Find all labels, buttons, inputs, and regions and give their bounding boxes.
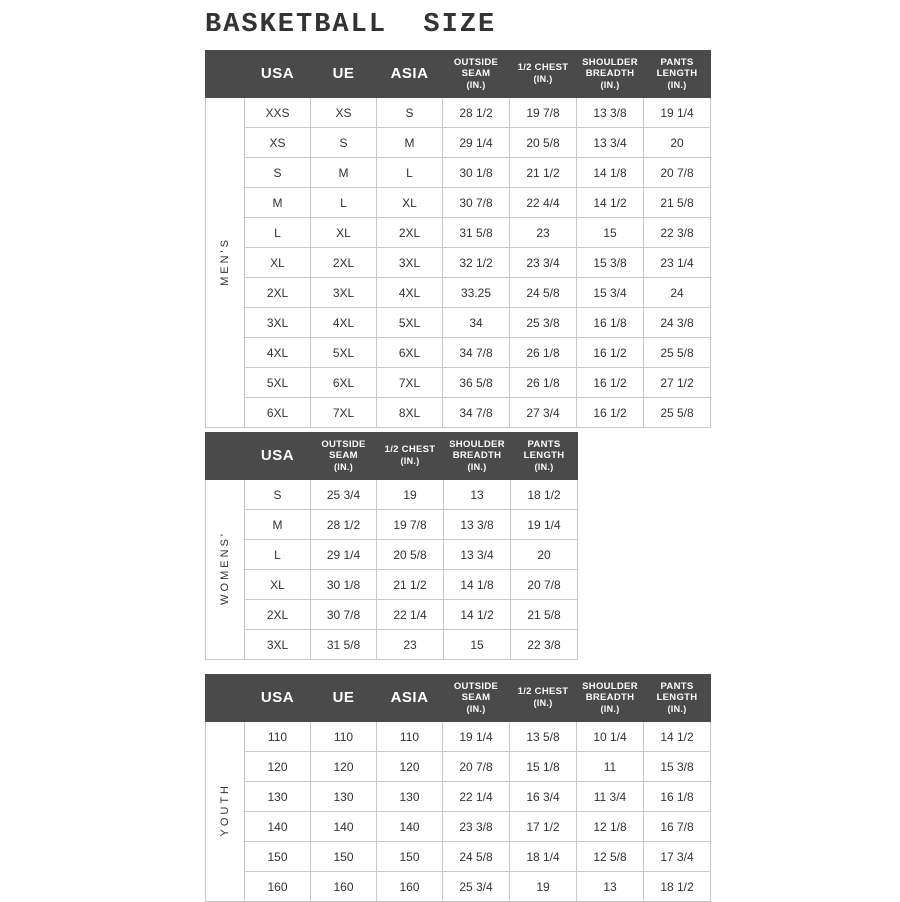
column-header-label: 1/2 CHEST [517, 62, 569, 74]
table-row [206, 158, 711, 188]
table-cell: 150 [311, 842, 377, 872]
table-cell: 14 1/2 [577, 188, 644, 218]
youth-table-head [206, 675, 711, 722]
table-cell: 22 4/4 [510, 188, 577, 218]
table-cell: 140 [311, 812, 377, 842]
table-cell: M [245, 510, 311, 540]
table-row [206, 188, 711, 218]
table-cell: 30 7/8 [443, 188, 510, 218]
table-row [206, 278, 711, 308]
table-cell: 31 5/8 [311, 630, 377, 660]
table-cell: M [311, 158, 377, 188]
table-cell: XS [311, 98, 377, 128]
table-cell: 22 1/4 [443, 782, 510, 812]
table-cell: 120 [377, 752, 443, 782]
column-header [443, 675, 510, 722]
table-cell: 13 [444, 480, 511, 510]
table-cell: 23 3/4 [510, 248, 577, 278]
table-cell: 17 1/2 [510, 812, 577, 842]
column-header [510, 675, 577, 722]
table-row [206, 782, 711, 812]
table-cell: 5XL [245, 368, 311, 398]
table-cell: 11 [577, 752, 644, 782]
table-cell: 4XL [245, 338, 311, 368]
table-cell: 13 3/8 [444, 510, 511, 540]
column-header-label: ASIA [390, 689, 429, 707]
table-row [206, 98, 711, 128]
table-cell: 25 5/8 [644, 398, 711, 428]
table-row [206, 872, 711, 902]
table-cell: 10 1/4 [577, 722, 644, 752]
table-cell: 14 1/8 [577, 158, 644, 188]
table-row [206, 218, 711, 248]
column-header-label: USA [260, 65, 295, 83]
table-cell: 110 [311, 722, 377, 752]
table-cell: 3XL [245, 308, 311, 338]
table-cell: 24 5/8 [510, 278, 577, 308]
table-cell: 11 3/4 [577, 782, 644, 812]
table-cell: 160 [245, 872, 311, 902]
table-cell: 30 1/8 [443, 158, 510, 188]
table-cell: 3XL [245, 630, 311, 660]
table-cell: L [377, 158, 443, 188]
table-cell: XXS [245, 98, 311, 128]
column-header-label: UE [332, 689, 355, 707]
table-cell: 18 1/2 [511, 480, 578, 510]
table-cell: 120 [245, 752, 311, 782]
table-cell: M [377, 128, 443, 158]
table-cell: 28 1/2 [311, 510, 377, 540]
womens-size-table [205, 432, 578, 660]
table-cell: L [311, 188, 377, 218]
table-cell: 26 1/8 [510, 368, 577, 398]
table-cell: 32 1/2 [443, 248, 510, 278]
table-cell: 17 3/4 [644, 842, 711, 872]
table-side-label-text: YOUTH [219, 783, 231, 837]
table-cell: XS [245, 128, 311, 158]
column-header-label: PANTS LENGTH [656, 56, 698, 79]
table-header-row [206, 433, 578, 480]
column-header [577, 51, 644, 98]
table-cell: 3XL [377, 248, 443, 278]
table-row [206, 812, 711, 842]
table-cell: 34 [443, 308, 510, 338]
table-row [206, 338, 711, 368]
page-title: BASKETBALL SIZE [205, 10, 497, 40]
column-header-label: UE [332, 65, 355, 83]
table-cell: 19 [510, 872, 577, 902]
mens-table-head [206, 51, 711, 98]
table-cell: 20 7/8 [443, 752, 510, 782]
table-cell: 12 5/8 [577, 842, 644, 872]
table-cell: 18 1/4 [510, 842, 577, 872]
column-header-label: SHOULDER BREADTH [582, 680, 638, 703]
table-cell: 29 1/4 [311, 540, 377, 570]
table-side-label-text: WOMENS' [219, 531, 231, 605]
table-cell: 110 [377, 722, 443, 752]
column-header [511, 433, 578, 480]
table-cell: 19 1/4 [511, 510, 578, 540]
table-cell: 16 1/8 [644, 782, 711, 812]
table-cell: 19 1/4 [644, 98, 711, 128]
column-header-unit: (IN.) [600, 79, 620, 90]
table-cell: L [245, 218, 311, 248]
table-cell: 25 3/4 [443, 872, 510, 902]
column-header-unit: (IN.) [466, 703, 486, 714]
youth-table-body [206, 722, 711, 902]
column-header-label: OUTSIDE SEAM [453, 680, 499, 703]
table-cell: 14 1/2 [444, 600, 511, 630]
table-row [206, 510, 578, 540]
column-header [245, 433, 311, 480]
column-header-label: USA [260, 689, 295, 707]
column-header [644, 51, 711, 98]
table-row [206, 540, 578, 570]
table-cell: 29 1/4 [443, 128, 510, 158]
table-side-label-text: MEN'S [219, 236, 231, 286]
table-cell: 15 3/8 [577, 248, 644, 278]
column-header-unit: (IN.) [533, 698, 553, 709]
column-header [377, 675, 443, 722]
column-header-unit: (IN.) [334, 461, 353, 472]
table-cell: 19 1/4 [443, 722, 510, 752]
table-cell: 23 1/4 [644, 248, 711, 278]
table-cell: 150 [377, 842, 443, 872]
table-cell: 6XL [245, 398, 311, 428]
column-header [577, 675, 644, 722]
table-cell: 20 [511, 540, 578, 570]
mens-table-body [206, 98, 711, 428]
table-cell: S [245, 480, 311, 510]
table-cell: 34 7/8 [443, 398, 510, 428]
table-cell: 21 1/2 [377, 570, 444, 600]
womens-table-head [206, 433, 578, 480]
table-row [206, 128, 711, 158]
column-header [245, 675, 311, 722]
table-cell: 5XL [377, 308, 443, 338]
table-cell: 22 3/8 [644, 218, 711, 248]
table-cell: 6XL [311, 368, 377, 398]
table-cell: 5XL [311, 338, 377, 368]
table-cell: 15 3/4 [577, 278, 644, 308]
table-row [206, 722, 711, 752]
table-cell: 4XL [377, 278, 443, 308]
table-row [206, 630, 578, 660]
table-cell: 21 5/8 [511, 600, 578, 630]
table-cell: 22 3/8 [511, 630, 578, 660]
column-header [311, 433, 377, 480]
table-cell: XL [377, 188, 443, 218]
table-cell: 36 5/8 [443, 368, 510, 398]
table-cell: 24 [644, 278, 711, 308]
column-header-label: 1/2 CHEST [517, 686, 569, 698]
table-cell: 2XL [245, 278, 311, 308]
table-cell: 15 3/8 [644, 752, 711, 782]
table-cell: L [245, 540, 311, 570]
column-header-unit: (IN.) [466, 79, 486, 90]
table-cell: 16 1/2 [577, 398, 644, 428]
table-cell: 30 1/8 [311, 570, 377, 600]
table-cell: 3XL [311, 278, 377, 308]
table-cell: 7XL [377, 368, 443, 398]
column-header-label: PANTS LENGTH [656, 680, 698, 703]
table-cell: 20 7/8 [511, 570, 578, 600]
table-cell: 16 1/2 [577, 368, 644, 398]
table-cell: 7XL [311, 398, 377, 428]
table-side-label [206, 98, 245, 428]
table-cell: S [245, 158, 311, 188]
table-cell: S [377, 98, 443, 128]
womens-table-body [206, 480, 578, 660]
table-cell: 2XL [377, 218, 443, 248]
table-cell: 16 7/8 [644, 812, 711, 842]
column-header-label: 1/2 CHEST [384, 444, 436, 456]
table-cell: 21 5/8 [644, 188, 711, 218]
table-cell: 140 [245, 812, 311, 842]
table-cell: 130 [377, 782, 443, 812]
table-cell: 34 7/8 [443, 338, 510, 368]
table-cell: 14 1/8 [444, 570, 511, 600]
table-corner-cell [206, 51, 245, 98]
table-cell: 27 3/4 [510, 398, 577, 428]
table-cell: 33.25 [443, 278, 510, 308]
womens-size-table-wrap [205, 432, 578, 660]
table-header-row [206, 51, 711, 98]
table-row [206, 570, 578, 600]
table-cell: XL [311, 218, 377, 248]
table-cell: 26 1/8 [510, 338, 577, 368]
table-cell: 4XL [311, 308, 377, 338]
table-cell: 30 7/8 [311, 600, 377, 630]
column-header [443, 51, 510, 98]
table-cell: 15 1/8 [510, 752, 577, 782]
table-cell: 110 [245, 722, 311, 752]
table-row [206, 752, 711, 782]
table-cell: 24 5/8 [443, 842, 510, 872]
table-cell: 13 [577, 872, 644, 902]
column-header-label: SHOULDER BREADTH [582, 56, 638, 79]
column-header-unit: (IN.) [467, 461, 487, 472]
table-cell: 8XL [377, 398, 443, 428]
column-header-unit: (IN.) [534, 461, 554, 472]
column-header-unit: (IN.) [667, 703, 687, 714]
table-row [206, 308, 711, 338]
table-cell: 13 3/4 [577, 128, 644, 158]
table-cell: S [311, 128, 377, 158]
table-cell: 150 [245, 842, 311, 872]
table-cell: 20 5/8 [377, 540, 444, 570]
table-cell: 16 1/2 [577, 338, 644, 368]
table-cell: 13 3/8 [577, 98, 644, 128]
youth-size-table [205, 674, 711, 902]
table-cell: 15 [577, 218, 644, 248]
column-header [444, 433, 511, 480]
table-cell: 25 5/8 [644, 338, 711, 368]
table-cell: 20 [644, 128, 711, 158]
table-cell: 19 [377, 480, 444, 510]
table-cell: 12 1/8 [577, 812, 644, 842]
table-cell: 25 3/4 [311, 480, 377, 510]
table-cell: 23 3/8 [443, 812, 510, 842]
column-header [311, 51, 377, 98]
column-header [311, 675, 377, 722]
table-cell: 160 [377, 872, 443, 902]
column-header-label: USA [260, 447, 295, 465]
table-cell: 23 [510, 218, 577, 248]
column-header [644, 675, 711, 722]
table-row [206, 248, 711, 278]
column-header [377, 433, 444, 480]
table-header-row [206, 675, 711, 722]
table-cell: 31 5/8 [443, 218, 510, 248]
table-cell: 15 [444, 630, 511, 660]
table-cell: M [245, 188, 311, 218]
table-row [206, 842, 711, 872]
table-row [206, 398, 711, 428]
table-row [206, 368, 711, 398]
column-header [510, 51, 577, 98]
table-cell: 13 5/8 [510, 722, 577, 752]
column-header [377, 51, 443, 98]
table-cell: XL [245, 570, 311, 600]
column-header-unit: (IN.) [600, 703, 620, 714]
table-cell: 25 3/8 [510, 308, 577, 338]
table-cell: 19 7/8 [377, 510, 444, 540]
table-cell: 23 [377, 630, 444, 660]
table-row [206, 600, 578, 630]
mens-size-table [205, 50, 711, 428]
table-cell: 130 [245, 782, 311, 812]
column-header-label: OUTSIDE SEAM [453, 56, 499, 79]
table-cell: 160 [311, 872, 377, 902]
table-side-label [206, 722, 245, 902]
table-cell: 2XL [245, 600, 311, 630]
table-cell: 130 [311, 782, 377, 812]
mens-size-table-wrap [205, 50, 711, 428]
table-side-label [206, 480, 245, 660]
table-cell: 20 7/8 [644, 158, 711, 188]
table-corner-cell [206, 675, 245, 722]
column-header-unit: (IN.) [533, 74, 553, 85]
table-cell: 14 1/2 [644, 722, 711, 752]
column-header-unit: (IN.) [400, 456, 420, 467]
table-cell: 21 1/2 [510, 158, 577, 188]
table-cell: 13 3/4 [444, 540, 511, 570]
table-cell: 18 1/2 [644, 872, 711, 902]
table-cell: 28 1/2 [443, 98, 510, 128]
table-cell: 16 1/8 [577, 308, 644, 338]
table-cell: 24 3/8 [644, 308, 711, 338]
table-cell: XL [245, 248, 311, 278]
column-header-unit: (IN.) [667, 79, 687, 90]
column-header-label: PANTS LENGTH [523, 438, 565, 461]
table-cell: 19 7/8 [510, 98, 577, 128]
column-header-label: SHOULDER BREADTH [449, 438, 505, 461]
column-header-label: ASIA [390, 65, 429, 83]
table-cell: 27 1/2 [644, 368, 711, 398]
table-cell: 22 1/4 [377, 600, 444, 630]
table-row [206, 480, 578, 510]
table-cell: 20 5/8 [510, 128, 577, 158]
youth-size-table-wrap [205, 674, 711, 902]
column-header [245, 51, 311, 98]
column-header-label: OUTSIDE SEAM [321, 438, 366, 461]
table-cell: 16 3/4 [510, 782, 577, 812]
table-cell: 2XL [311, 248, 377, 278]
table-cell: 140 [377, 812, 443, 842]
table-cell: 6XL [377, 338, 443, 368]
table-corner-cell [206, 433, 245, 480]
table-cell: 120 [311, 752, 377, 782]
